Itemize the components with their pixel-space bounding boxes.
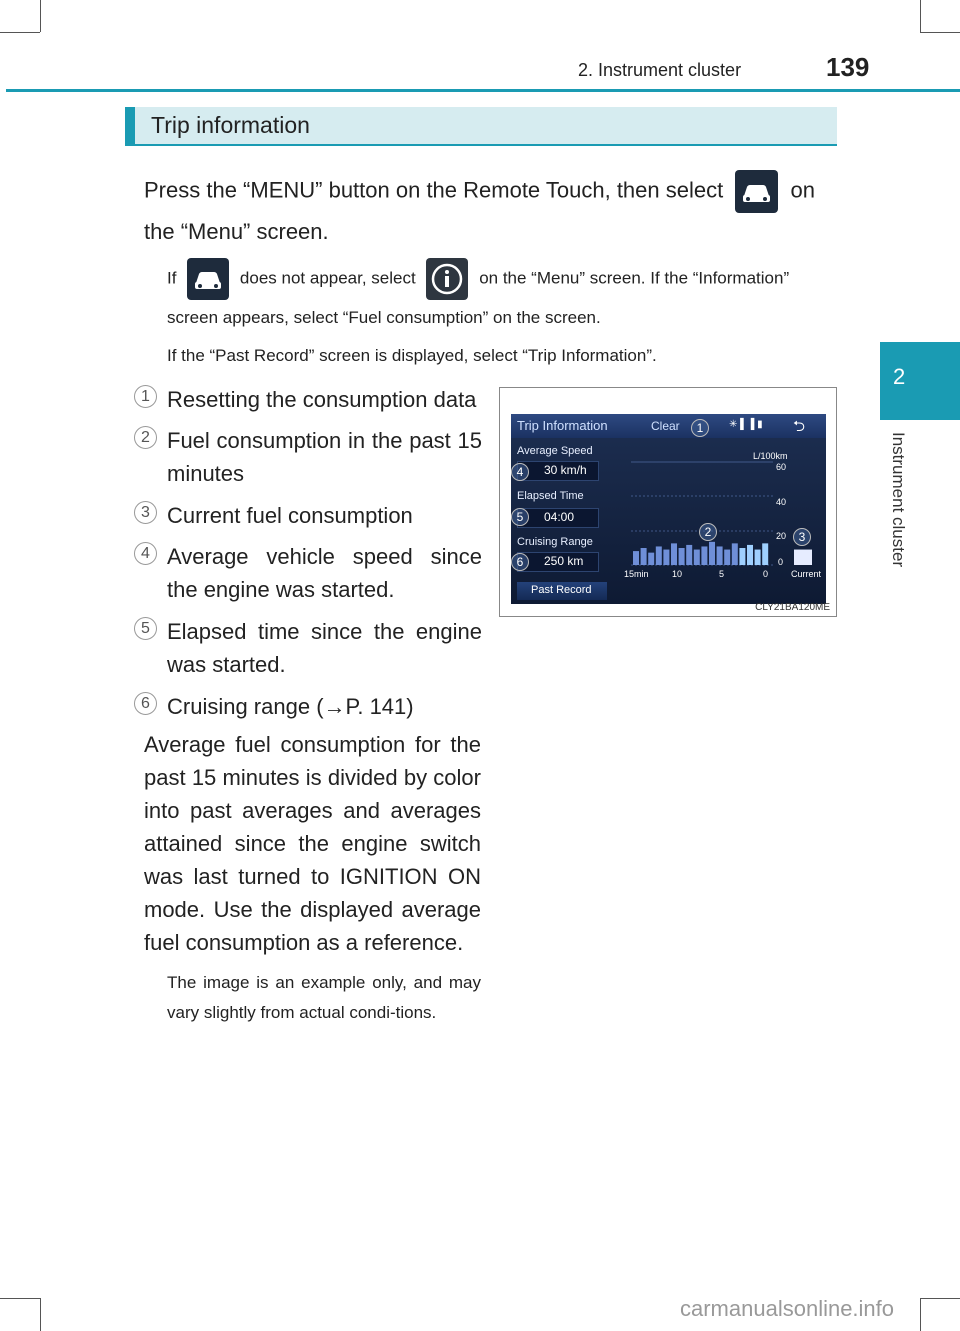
note-line2: If the “Past Record” screen is displayed, select “Trip Information”. xyxy=(167,346,657,365)
avg-speed-value: 30 km/h xyxy=(544,463,587,477)
crop-mark xyxy=(920,1298,960,1299)
x-tick-label: Current xyxy=(791,569,822,579)
x-tick-label: 10 xyxy=(672,569,683,579)
past-record-label: Past Record xyxy=(531,584,592,596)
elapsed-time-value: 04:00 xyxy=(544,510,575,524)
info-icon xyxy=(426,258,468,300)
callout-number: 1 xyxy=(691,419,709,437)
page-number: 139 xyxy=(826,52,870,82)
trip-info-screen xyxy=(511,414,826,604)
unit-label: L/100km xyxy=(753,451,788,461)
intro-text xyxy=(144,170,836,251)
item-text: Fuel consumption in the past 15 minutes xyxy=(167,428,482,486)
item-number: 2 xyxy=(134,426,157,449)
intro-after: on the “Menu” screen. xyxy=(144,177,815,244)
item-number: 5 xyxy=(134,617,157,640)
crop-mark xyxy=(0,1298,40,1299)
x-tick-label: 15min xyxy=(624,569,649,579)
fuel-bar xyxy=(679,548,685,565)
item-number: 3 xyxy=(134,501,157,524)
callout-number: 6 xyxy=(511,553,529,571)
fuel-bar xyxy=(724,550,730,565)
current-bar xyxy=(794,550,812,565)
fuel-bar xyxy=(717,546,723,565)
crop-mark xyxy=(40,0,41,32)
cruising-range-value: 250 km xyxy=(544,554,584,568)
x-tick-label: 5 xyxy=(719,569,725,579)
crop-mark xyxy=(920,32,960,33)
y-tick-label: 60 xyxy=(776,462,787,472)
car-icon xyxy=(735,170,778,213)
status-icons: ✳ ▌▐ ▮ xyxy=(729,419,763,430)
item-text: Resetting the consumption data xyxy=(167,387,477,412)
watermark: carmanualsonline.info xyxy=(680,1296,895,1321)
chapter-number: 2 xyxy=(893,364,906,389)
callout-number: 3 xyxy=(793,528,811,546)
elapsed-time-label: Elapsed Time xyxy=(517,490,584,502)
intro-before: Press the “MENU” button on the Remote Touch, then select xyxy=(144,177,724,203)
fuel-bar xyxy=(663,550,669,565)
y-tick-label: 40 xyxy=(776,497,787,507)
item-text: Elapsed time since the engine was started. xyxy=(167,619,482,677)
cruising-range-label: Cruising Range xyxy=(517,536,593,548)
note-if: If xyxy=(167,268,177,288)
image-note: The image is an example only, and may vary slightly from actual condi-tions. xyxy=(167,973,481,1022)
list-item xyxy=(134,424,482,490)
callout-number: 2 xyxy=(699,523,717,541)
section-title: Trip information xyxy=(151,112,310,138)
item-text: Cruising range (→P. 141) xyxy=(167,694,414,719)
note-middle: does not appear, select xyxy=(239,268,416,288)
fuel-bar xyxy=(709,542,715,565)
screen-title: Trip Information xyxy=(517,418,608,433)
list-item xyxy=(134,383,482,416)
fuel-bar xyxy=(762,543,768,565)
list-item xyxy=(134,540,482,606)
fuel-bar xyxy=(671,543,677,565)
callout-number: 4 xyxy=(511,463,529,481)
section-header xyxy=(125,107,837,146)
item-number: 4 xyxy=(134,542,157,565)
fuel-bar xyxy=(739,548,745,565)
fuel-consumption-chart xyxy=(511,414,826,604)
list-item xyxy=(134,690,482,723)
fuel-bar xyxy=(648,553,654,565)
y-tick-label: 20 xyxy=(776,531,787,541)
fuel-bar xyxy=(656,546,662,565)
item-number: 1 xyxy=(134,385,157,408)
header-section-title: 2. Instrument cluster xyxy=(578,60,742,80)
x-tick-label: 0 xyxy=(763,569,769,579)
avg-speed-label: Average Speed xyxy=(517,445,593,457)
crop-mark xyxy=(920,1298,921,1331)
body-paragraph: Average fuel consumption for the past 15 minutes is divided by color into past averages and averages attained since the engine switch was last turned to IGNITION ON mode. Use the displayed average fuel consumption as a reference. xyxy=(144,732,481,955)
fuel-bar xyxy=(641,548,647,565)
chapter-tab xyxy=(880,342,960,420)
fuel-bar xyxy=(686,545,692,565)
y-tick-label: 0 xyxy=(778,557,784,567)
list-item xyxy=(134,499,482,532)
item-text: Average vehicle speed since the engine was started. xyxy=(167,544,482,602)
figure-caption: CLY21BA120ME xyxy=(755,602,830,613)
header-divider xyxy=(6,89,960,92)
fuel-bar xyxy=(755,550,761,565)
trip-info-figure xyxy=(499,387,837,617)
note-after: on the “Menu” screen. If the “Information” screen appears, select “Fuel consumption” on the screen. xyxy=(167,268,790,327)
note-text xyxy=(167,258,835,336)
crop-mark xyxy=(920,0,921,32)
clear-button[interactable]: Clear xyxy=(651,419,680,433)
callout-number: 5 xyxy=(511,508,529,526)
list-item xyxy=(134,615,482,681)
item-text: Current fuel consumption xyxy=(167,503,413,528)
crop-mark xyxy=(40,1298,41,1331)
fuel-bar xyxy=(633,551,639,565)
back-icon[interactable]: ⮌ xyxy=(793,418,806,435)
fuel-bar xyxy=(701,546,707,565)
car-icon xyxy=(187,258,229,300)
fuel-bar xyxy=(747,545,753,565)
fuel-bar xyxy=(732,543,738,565)
item-number: 6 xyxy=(134,692,157,715)
fuel-bar xyxy=(694,550,700,565)
crop-mark xyxy=(0,32,40,33)
chapter-title: Instrument cluster xyxy=(889,432,908,568)
